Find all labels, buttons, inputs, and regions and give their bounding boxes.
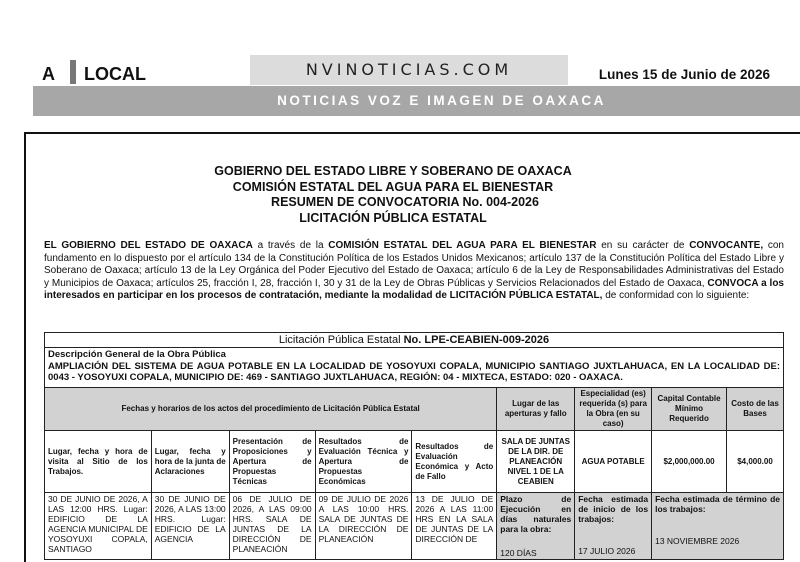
- site-visit-details: 30 DE JUNIO DE 2026, A LAS 12:00 HRS. Lugar: EDIFICIO DE LA AGENCIA MUNICIPAL DE YOSOYUXI COPALA, SANTIAGO: [45, 493, 152, 560]
- description-text: AMPLIACIÓN DEL SISTEMA DE AGUA POTABLE EN LA LOCALIDAD DE YOSOYUXI COPALA, MUNICIPIO SANTIAGO JUXTLAHUACA, EN LA LOCALIDAD DE: 0043 - YOSOYUXI COPALA, MUNICIPIO DE: 469 - SANTIAGO JUXTLAHUACA, REGIÓN: 04 - MIXTECA, ESTADO: 020 - OAXACA.: [48, 360, 780, 383]
- subheader-site-visit: Lugar, fecha y hora de visita al Sitio de los Trabajos.: [45, 431, 152, 493]
- publication-date: Lunes 15 de Junio de 2026: [598, 67, 770, 82]
- header-schedule: Fechas y horarios de los actos del procedimiento de Licitación Pública Estatal: [45, 388, 497, 431]
- tagline-bar: [33, 86, 800, 116]
- technical-results-details: 09 DE JULIO DE 2026 A LAS 10:00 HRS. SALA DE JUNTAS DE LA DIRECCIÓN DE PLANEACIÓN: [315, 493, 412, 560]
- header-venue: Lugar de las aperturas y fallo: [497, 388, 575, 431]
- term-label: Plazo de Ejecución en días naturales para la obra:: [500, 494, 572, 534]
- intro-text-2: en su carácter de: [596, 240, 690, 251]
- notice-heading-summary: RESUMEN DE CONVOCATORIA No. 004-2026: [271, 195, 539, 209]
- notice-heading-commission: COMISIÓN ESTATAL DEL AGUA PARA EL BIENESTAR: [232, 179, 554, 194]
- notice-frame: [24, 132, 800, 562]
- tender-number: No. LPE-CEABIEN-009-2026: [403, 334, 550, 346]
- tender-number-cell: [45, 333, 784, 348]
- tender-table: [44, 332, 784, 560]
- start-date-value: 17 JULIO 2026: [578, 546, 636, 556]
- tagline: NOTICIAS VOZ E IMAGEN DE OAXACA: [277, 93, 606, 108]
- description-label: Descripción General de la Obra Pública: [48, 349, 226, 360]
- header-capital: Capital Contable Mínimo Requerido: [652, 388, 727, 431]
- end-date-value: 13 NOVIEMBRE 2026: [655, 536, 740, 546]
- tender-label: Licitación Pública Estatal: [278, 334, 404, 346]
- proposals-details: 06 DE JULIO DE 2026, A LAS 09:00 HRS. SALA DE JUNTAS DE LA DIRECCIÓN DE PLANEACIÓN: [229, 493, 315, 560]
- section-name: LOCAL: [84, 64, 146, 84]
- economic-results-details: 13 DE JULIO DE 2026 A LAS 11:00 HRS EN LA SALA DE JUNTAS DE LA DIRECCIÓN DE: [412, 493, 497, 560]
- notice-intro: [44, 240, 784, 303]
- intro-government: EL GOBIERNO DEL ESTADO DE OAXACA: [44, 240, 253, 251]
- intro-closing: de conformidad con lo siguiente:: [602, 290, 750, 302]
- intro-convocante: CONVOCANTE,: [689, 240, 764, 251]
- intro-legal-basis: con fundamento en lo dispuesto por el artículo 134 de la Constitución Política de los Estados Unidos Mexicanos; artículo 137 de la Constitución Política del Estado Libre y Soberano de Oaxaca; artículo 13 de la Ley Orgánica del Poder Ejecutivo del Estado de Oaxaca; artículo 6 de la Ley de Responsabilidades Administrativas del Estado y Municipios de Oaxaca; artículos 25, fracción I, 28, fracción I, 30 y 31 de la Ley de Obras Públicas y Servicios Relacionados del Estado de Oaxaca,: [44, 240, 784, 289]
- subheader-economic-results: Resultados de Evaluación Económica y Acto de Fallo: [412, 431, 497, 493]
- section-divider: [70, 60, 76, 84]
- capital-value: $2,000,000.00: [652, 431, 727, 493]
- start-date-cell: [575, 493, 652, 560]
- subheader-proposals: Presentación de Proposiciones y Apertura de Propuestas Técnicas: [229, 431, 315, 493]
- header-cost: Costo de las Bases: [727, 388, 784, 431]
- site-name: NVINOTICIAS.COM: [250, 55, 568, 85]
- clarifications-details: 30 DE JUNIO DE 2026, A LAS 13:00 HRS. Lugar: EDIFICIO DE LA AGENCIA: [151, 493, 229, 560]
- end-date-label: Fecha estimada de término de los trabajos:: [655, 494, 780, 514]
- term-value: 120 DÍAS: [500, 548, 537, 558]
- end-date-cell: [652, 493, 784, 560]
- description-cell: [45, 348, 784, 388]
- section-letter: A: [42, 64, 55, 84]
- intro-commission: COMISIÓN ESTATAL DEL AGUA PARA EL BIENESTAR: [328, 240, 597, 251]
- cost-value: $4,000.00: [727, 431, 784, 493]
- venue-value: SALA DE JUNTAS DE LA DIR. DE PLANEACIÓN NIVEL 1 DE LA CEABIEN: [497, 431, 575, 493]
- subheader-clarifications: Lugar, fecha y hora de la junta de Aclaraciones: [151, 431, 229, 493]
- intro-convoca: CONVOCA a los interesados en participar en los procesos de contratación, mediante la modalidad de LICITACIÓN PÚBLICA ESTATAL,: [44, 277, 784, 302]
- notice-heading-government: GOBIERNO DEL ESTADO LIBRE Y SOBERANO DE OAXACA: [214, 164, 572, 178]
- term-cell: [497, 493, 575, 560]
- start-date-label: Fecha estimada de inicio de los trabajos:: [578, 494, 649, 524]
- intro-text-1: a través de la: [252, 240, 329, 251]
- header-specialty: Especialidad (es) requerida (s) para la Obra (en su caso): [575, 388, 652, 431]
- specialty-value: AGUA POTABLE: [575, 431, 652, 493]
- notice-heading-tender: LICITACIÓN PÚBLICA ESTATAL: [299, 210, 487, 225]
- subheader-technical-results: Resultados de Evaluación Técnica y Apertura de Propuestas Económicas: [315, 431, 412, 493]
